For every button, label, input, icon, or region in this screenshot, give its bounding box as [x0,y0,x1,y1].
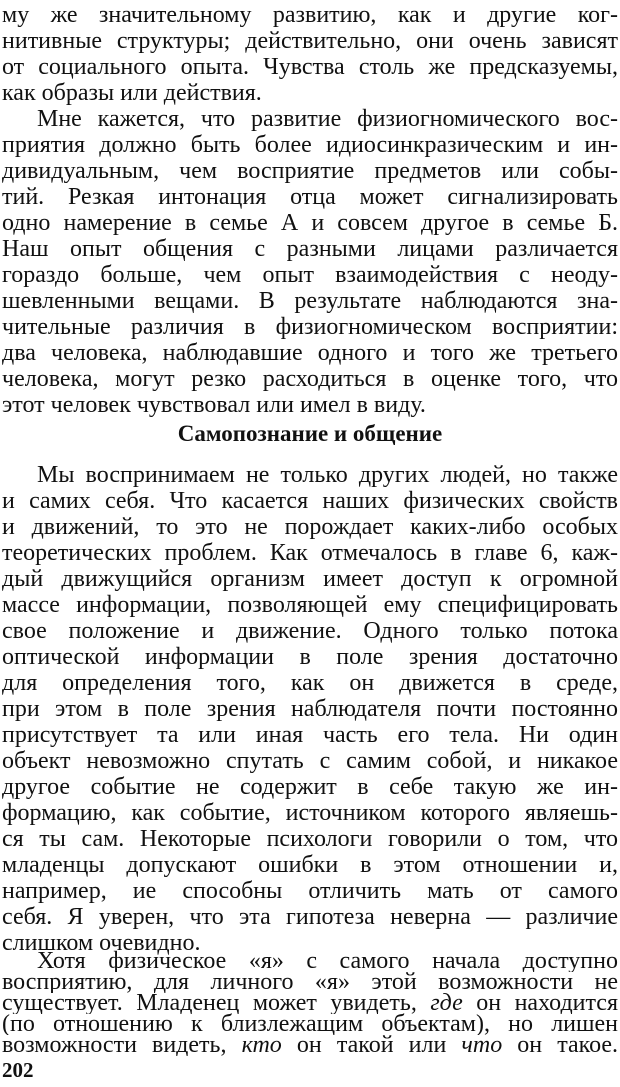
text-line: и движений, то это не порождает каких-либо особых [2,514,618,540]
text-line: шевленными вещами. В результате наблюдаются зна- [2,288,618,314]
text-line: дивидуальным, чем восприятие предметов или собы- [2,158,618,184]
text-line: этот человек чувствовал или имел в виду. [2,392,426,418]
text-line: себя. Я уверен, что эта гипотеза неверна — различие [2,904,618,930]
text-line: чительные различия в физиогномическом восприятии: [2,314,618,340]
text-line: другое событие не содержит в себе такую же ин- [2,774,618,800]
italic-word: что [461,1034,503,1056]
text-line: присутствует та или иная часть его тела. Ни один [2,722,618,748]
text-line: от социального опыта. Чувства столь же предсказуемы, [2,54,618,80]
italic-word: кто [241,1034,282,1056]
text-line: теоретических проблем. Как отмечалось в главе 6, каж- [2,540,618,566]
text-run: он такой или [296,1034,447,1056]
text-line: свое положение и движение. Одного только потока [2,618,618,644]
text-line: дый движущийся организм имеет доступ к огромной [2,566,618,592]
text-line: человека, могут резко расходиться в оценке того, что [2,366,618,392]
text-line: Хотя физическое «я» с самого начала доступно [37,950,618,972]
text-line: младенцы допускают ошибки в этом отношении и, [2,852,618,878]
text-line: гораздо больше, чем опыт взаимодействия с неоду- [2,262,618,288]
text-run: возможности видеть, [2,1034,227,1056]
text-line [2,1034,618,1056]
text-line: восприятию, для личного «я» этой возможности не [2,971,618,993]
text-line: Наш опыт общения с разными лицами различается [2,236,618,262]
text-line: как образы или действия. [2,80,262,106]
text-line: слишком очевидно. [2,930,201,956]
text-line: два человека, наблюдавшие одного и того же третьего [2,340,618,366]
text-line: массе информации, позволяющей ему специфицировать [2,592,618,618]
text-line: объект невозможно спутать с самим собой, и никакое [2,748,618,774]
page-number: 202 [2,1058,34,1082]
text-line: формацию, как событие, источником которого являешь- [2,800,618,826]
text-line: ся ты сам. Некоторые психологи говорили о том, что [2,826,618,852]
text-line: оптической информации в поле зрения достаточно [2,644,618,670]
section-heading: Самопознание и общение [177,421,443,446]
text-run: он находится [476,992,618,1014]
text-line: приятия должно быть более идиосинкразическим и ин- [2,132,618,158]
text-line: и самих себя. Что касается наших физических свойств [2,488,618,514]
text-run: существует. Младенец может увидеть, [2,992,417,1014]
text-line: нитивные структуры; действительно, они очень зависят [2,28,618,54]
text-line: например, ие способны отличить мать от самого [2,878,618,904]
text-line: одно намерение в семье А и совсем другое в семье Б. [2,210,618,236]
text-line [2,992,618,1014]
text-line: му же значительному развитию, как и другие ког- [2,2,618,28]
text-line: тий. Резкая интонация отца может сигнализировать [2,184,618,210]
text-line: при этом в поле зрения наблюдателя почти постоянно [2,696,618,722]
text-line: для определения того, как он движется в среде, [2,670,618,696]
text-line: Мы воспринимаем не только других людей, но также [37,462,618,488]
italic-word: где [430,992,463,1014]
text-line: (по отношению к близлежащим объектам), но лишен [2,1013,618,1035]
text-run: он такое. [517,1034,618,1056]
text-line: Мне кажется, что развитие физиогномического вос- [37,106,618,132]
